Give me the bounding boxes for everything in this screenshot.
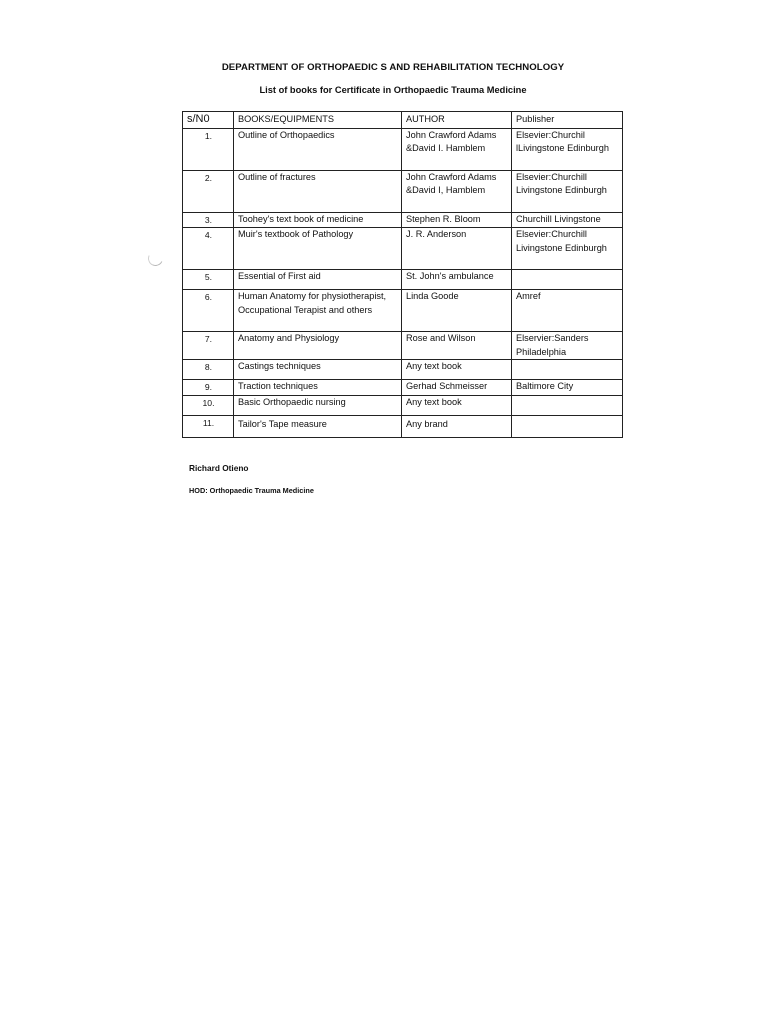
book-author: Rose and Wilson: [402, 332, 512, 360]
row-number: 6.: [183, 290, 234, 332]
book-publisher: Amref: [512, 290, 623, 332]
department-title: DEPARTMENT OF ORTHOPAEDIC S AND REHABILITATION TECHNOLOGY: [221, 62, 565, 73]
book-list-title: List of books for Certificate in Orthopaedic Trauma Medicine: [259, 85, 527, 95]
book-publisher: [512, 415, 623, 437]
book-list-table: [182, 111, 623, 438]
table-row: [183, 415, 623, 437]
row-number: 1.: [183, 129, 234, 171]
row-number: 4.: [183, 228, 234, 270]
book-author: J. R. Anderson: [402, 228, 512, 270]
row-number: 2.: [183, 171, 234, 213]
book-author: John Crawford Adams &David I. Hamblem: [402, 129, 512, 171]
table-row: [183, 270, 623, 290]
table-row: [183, 171, 623, 213]
book-publisher: Baltimore City: [512, 380, 623, 395]
book-author: Any text book: [402, 395, 512, 415]
book-title: Toohey's text book of medicine: [234, 213, 402, 228]
book-publisher: [512, 395, 623, 415]
table-header-row: [183, 112, 623, 129]
column-header-publisher: Publisher: [512, 112, 623, 129]
book-publisher: Elsevier:Churchil lLivingstone Edinburgh: [512, 129, 623, 171]
book-title: Muir's textbook of Pathology: [234, 228, 402, 270]
book-author: Gerhad Schmeisser: [402, 380, 512, 395]
book-publisher: Elsevier:Churchill Livingstone Edinburgh: [512, 228, 623, 270]
book-title: Outline of fractures: [234, 171, 402, 213]
table-row: [183, 395, 623, 415]
row-number: 8.: [183, 360, 234, 380]
column-header-books: BOOKS/EQUIPMENTS: [234, 112, 402, 129]
book-author: Any text book: [402, 360, 512, 380]
book-publisher: Elservier:Sanders Philadelphia: [512, 332, 623, 360]
book-author: Any brand: [402, 415, 512, 437]
table-row: [183, 332, 623, 360]
table-row: [183, 290, 623, 332]
book-title: Human Anatomy for physiotherapist, Occupational Terapist and others: [234, 290, 402, 332]
book-publisher: [512, 360, 623, 380]
row-number: 5.: [183, 270, 234, 290]
row-number: 3.: [183, 213, 234, 228]
book-title: Tailor's Tape measure: [234, 415, 402, 437]
signatory-name: Richard Otieno: [189, 463, 249, 473]
book-publisher: Churchill Livingstone: [512, 213, 623, 228]
table-row: [183, 380, 623, 395]
book-title: Basic Orthopaedic nursing: [234, 395, 402, 415]
book-title: Outline of Orthopaedics: [234, 129, 402, 171]
row-number: 7.: [183, 332, 234, 360]
book-publisher: Elsevier:Churchill Livingstone Edinburgh: [512, 171, 623, 213]
book-publisher: [512, 270, 623, 290]
row-number: 11.: [183, 415, 234, 437]
table-row: [183, 228, 623, 270]
book-author: Linda Goode: [402, 290, 512, 332]
book-title: Castings techniques: [234, 360, 402, 380]
column-header-author: AUTHOR: [402, 112, 512, 129]
book-author: Stephen R. Bloom: [402, 213, 512, 228]
table-row: [183, 129, 623, 171]
book-title: Anatomy and Physiology: [234, 332, 402, 360]
book-author: John Crawford Adams &David I, Hamblem: [402, 171, 512, 213]
row-number: 9.: [183, 380, 234, 395]
book-title: Essential of First aid: [234, 270, 402, 290]
column-header-sn: s/N0: [183, 112, 234, 129]
book-author: St. John's ambulance: [402, 270, 512, 290]
margin-mark: [146, 249, 165, 268]
table-row: [183, 360, 623, 380]
table-row: [183, 213, 623, 228]
row-number: 10.: [183, 395, 234, 415]
book-title: Traction techniques: [234, 380, 402, 395]
signatory-role: HOD: Orthopaedic Trauma Medicine: [189, 486, 314, 495]
